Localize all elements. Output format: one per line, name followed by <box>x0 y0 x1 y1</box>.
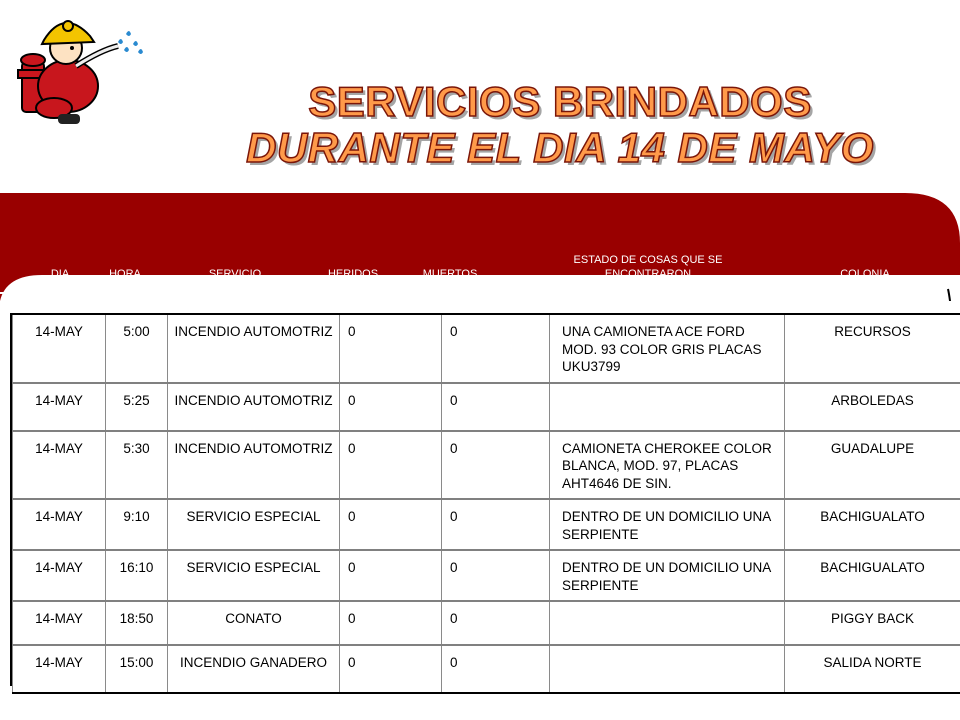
cell-hora: 5:30 <box>106 431 168 500</box>
cell-muertos: 0 <box>442 314 550 383</box>
header-heridos: HERIDOS <box>327 268 379 280</box>
cell-muertos: 0 <box>442 383 550 431</box>
cell-hora: 18:50 <box>106 601 168 645</box>
header-dia: DIA <box>50 268 70 280</box>
cell-dia: 14-MAY <box>13 314 106 383</box>
cell-estado: DENTRO DE UN DOMICILIO UNA SERPIENTE <box>550 499 785 550</box>
cell-muertos: 0 <box>442 601 550 645</box>
cell-servicio: SERVICIO ESPECIAL <box>168 550 340 601</box>
table-row <box>13 431 960 500</box>
cell-estado <box>550 645 785 693</box>
cell-heridos: 0 <box>340 645 442 693</box>
cell-heridos: 0 <box>340 314 442 383</box>
cell-hora: 5:25 <box>106 383 168 431</box>
cell-estado <box>550 601 785 645</box>
cell-hora: 16:10 <box>106 550 168 601</box>
cell-colonia: RECURSOS <box>785 314 960 383</box>
cell-dia: 14-MAY <box>13 499 106 550</box>
cell-colonia: BACHIGUALATO <box>785 499 960 550</box>
cell-hora: 5:00 <box>106 314 168 383</box>
cell-hora: 15:00 <box>106 645 168 693</box>
table-row <box>13 314 960 383</box>
cell-hora: 9:10 <box>106 499 168 550</box>
cell-heridos: 0 <box>340 499 442 550</box>
cell-dia: 14-MAY <box>13 431 106 500</box>
cell-muertos: 0 <box>442 431 550 500</box>
cell-colonia: ARBOLEDAS <box>785 383 960 431</box>
cell-colonia: GUADALUPE <box>785 431 960 500</box>
header-colonia: COLONIA <box>840 268 890 280</box>
cell-colonia: SALIDA NORTE <box>785 645 960 693</box>
cell-servicio: INCENDIO AUTOMOTRIZ <box>168 314 340 383</box>
cell-muertos: 0 <box>442 645 550 693</box>
cell-dia: 14-MAY <box>13 550 106 601</box>
page-subtitle: DURANTE EL DIA 14 DE MAYO <box>246 124 874 171</box>
table-row <box>13 601 960 645</box>
cell-estado: CAMIONETA CHEROKEE COLOR BLANCA, MOD. 97, PLACAS AHT4646 DE SIN. <box>550 431 785 500</box>
cell-heridos: 0 <box>340 431 442 500</box>
cell-dia: 14-MAY <box>13 645 106 693</box>
table-row <box>13 499 960 550</box>
cell-muertos: 0 <box>442 550 550 601</box>
cell-servicio: INCENDIO GANADERO <box>168 645 340 693</box>
cell-servicio: INCENDIO AUTOMOTRIZ <box>168 383 340 431</box>
page-title: SERVICIOS BRINDADOS <box>308 78 812 125</box>
cell-servicio: SERVICIO ESPECIAL <box>168 499 340 550</box>
cell-heridos: 0 <box>340 550 442 601</box>
cell-servicio: INCENDIO AUTOMOTRIZ <box>168 431 340 500</box>
header-estado: ESTADO DE COSAS QUE SE ENCONTRARON <box>573 254 723 280</box>
header-servicio: SERVICIO <box>208 268 262 280</box>
cell-heridos: 0 <box>340 383 442 431</box>
table-row <box>13 383 960 431</box>
table-row <box>13 645 960 693</box>
firefighter-mascot-icon <box>6 4 156 134</box>
cell-estado: DENTRO DE UN DOMICILIO UNA SERPIENTE <box>550 550 785 601</box>
services-table <box>12 313 960 694</box>
cell-dia: 14-MAY <box>13 383 106 431</box>
cell-servicio: CONATO <box>168 601 340 645</box>
table-row <box>13 550 960 601</box>
cell-heridos: 0 <box>340 601 442 645</box>
cell-muertos: 0 <box>442 499 550 550</box>
cell-colonia: BACHIGUALATO <box>785 550 960 601</box>
cell-dia: 14-MAY <box>13 601 106 645</box>
cell-estado: UNA CAMIONETA ACE FORD MOD. 93 COLOR GRIS PLACAS UKU3799 <box>550 314 785 383</box>
cell-estado <box>550 383 785 431</box>
header-muertos: MUERTOS <box>422 268 478 280</box>
table-header <box>0 250 960 286</box>
header-hora: HORA <box>109 268 141 280</box>
cell-colonia: PIGGY BACK <box>785 601 960 645</box>
